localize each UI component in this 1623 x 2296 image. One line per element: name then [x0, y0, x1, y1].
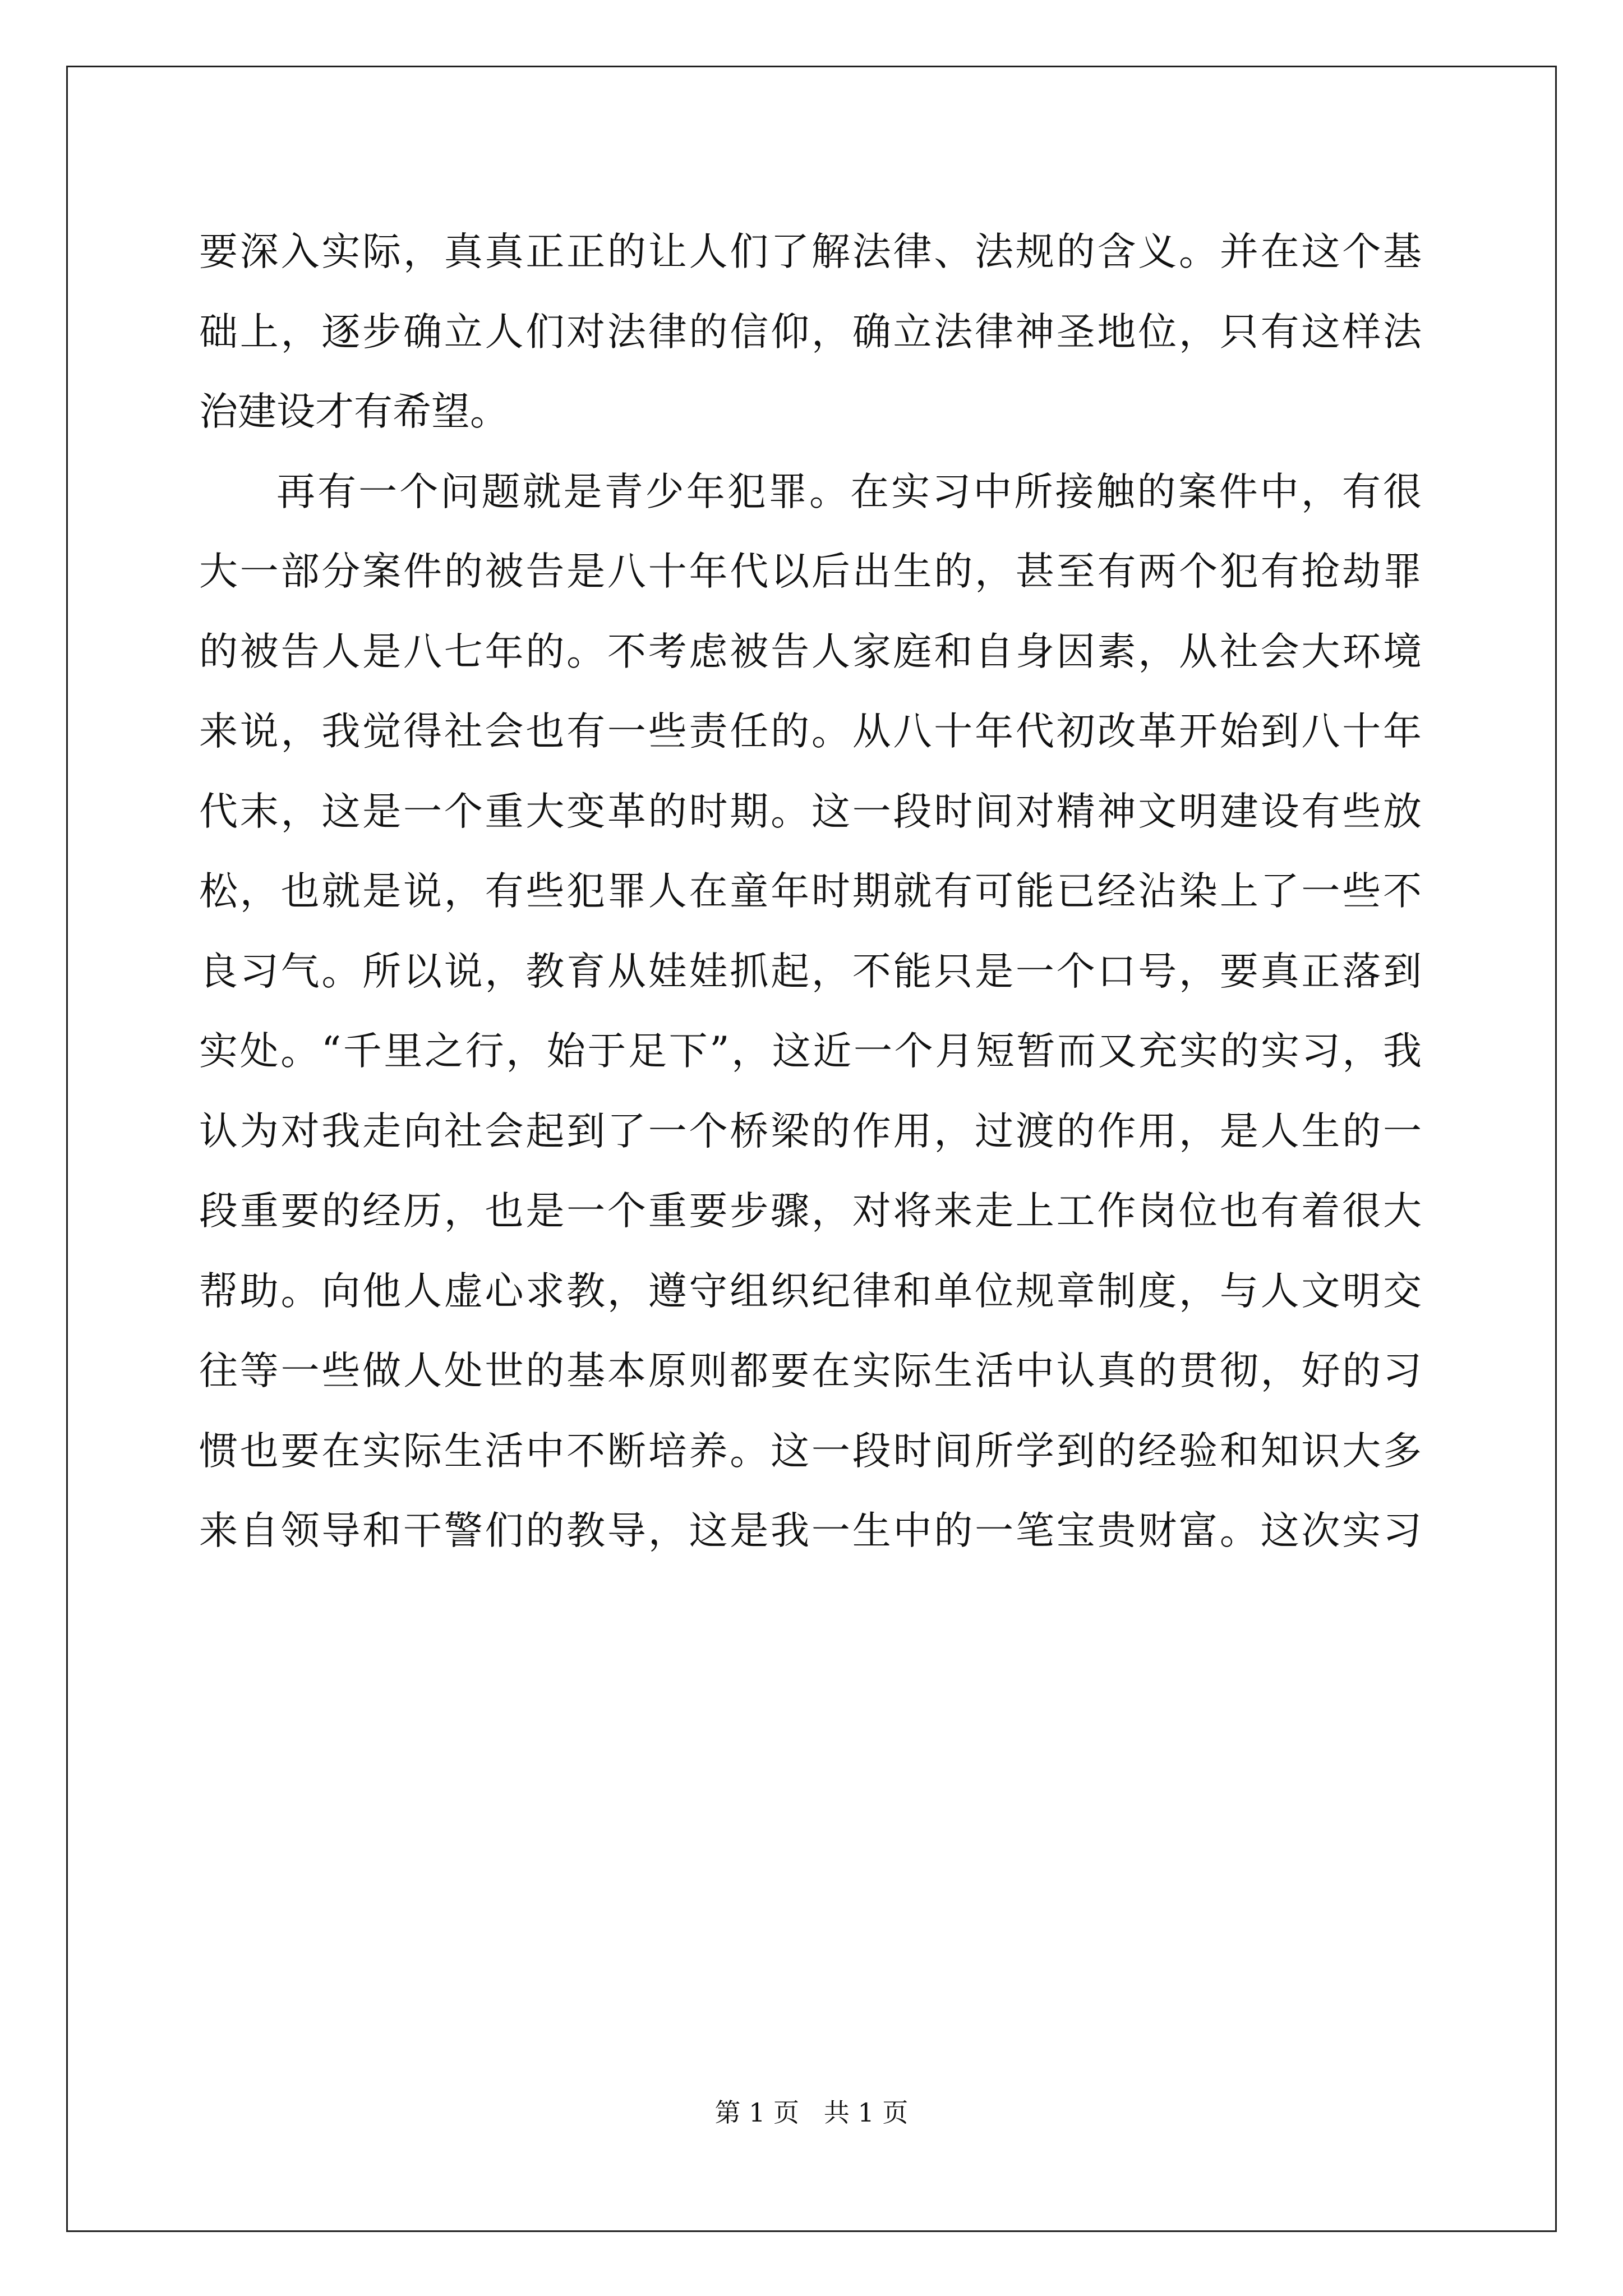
text-line: 代末，这是一个重大变革的时期。这一段时间对精神文明建设有些放 [199, 789, 1422, 834]
page-number-footer: 第 1 页 共 1 页 [714, 2097, 909, 2128]
text-line: 段重要的经历，也是一个重要步骤，对将来走上工作岗位也有着很大 [199, 1189, 1422, 1234]
text-line: 础上，逐步确立人们对法律的信仰，确立法律神圣地位，只有这样法 [199, 309, 1422, 355]
text-line: 认为对我走向社会起到了一个桥梁的作用，过渡的作用，是人生的一 [199, 1108, 1422, 1154]
text-line: 的被告人是八七年的。不考虑被告人家庭和自身因素，从社会大环境 [199, 629, 1422, 674]
text-line: 帮助。向他人虚心求教，遵守组织纪律和单位规章制度，与人文明交 [199, 1268, 1422, 1314]
text-line: 松，也就是说，有些犯罪人在童年时期就有可能已经沾染上了一些不 [199, 869, 1422, 914]
text-line: 大一部分案件的被告是八十年代以后出生的，甚至有两个犯有抢劫罪 [199, 549, 1422, 594]
document-body [199, 212, 1422, 1571]
text-line: 往等一些做人处世的基本原则都要在实际生活中认真的贯彻，好的习 [199, 1349, 1422, 1393]
text-line: 来自领导和干警们的教导，这是我一生中的一笔宝贵财富。这次实习 [199, 1508, 1422, 1553]
text-line: 治建设才有希望。 [199, 389, 509, 434]
text-line: 良习气。所以说，教育从娃娃抓起，不能只是一个口号，要真正落到 [199, 949, 1422, 994]
text-line: 要深入实际，真真正正的让人们了解法律、法规的含义。并在这个基 [199, 229, 1422, 274]
text-line-paragraph-start: 再有一个问题就是青少年犯罪。在实习中所接触的案件中，有很 [276, 469, 1422, 514]
text-line: 来说，我觉得社会也有一些责任的。从八十年代初改革开始到八十年 [199, 709, 1422, 754]
text-line: 惯也要在实际生活中不断培养。这一段时间所学到的经验和知识大多 [199, 1428, 1422, 1474]
text-line: 实处。“千里之行，始于足下”，这近一个月短暂而又充实的实习，我 [199, 1029, 1422, 1074]
